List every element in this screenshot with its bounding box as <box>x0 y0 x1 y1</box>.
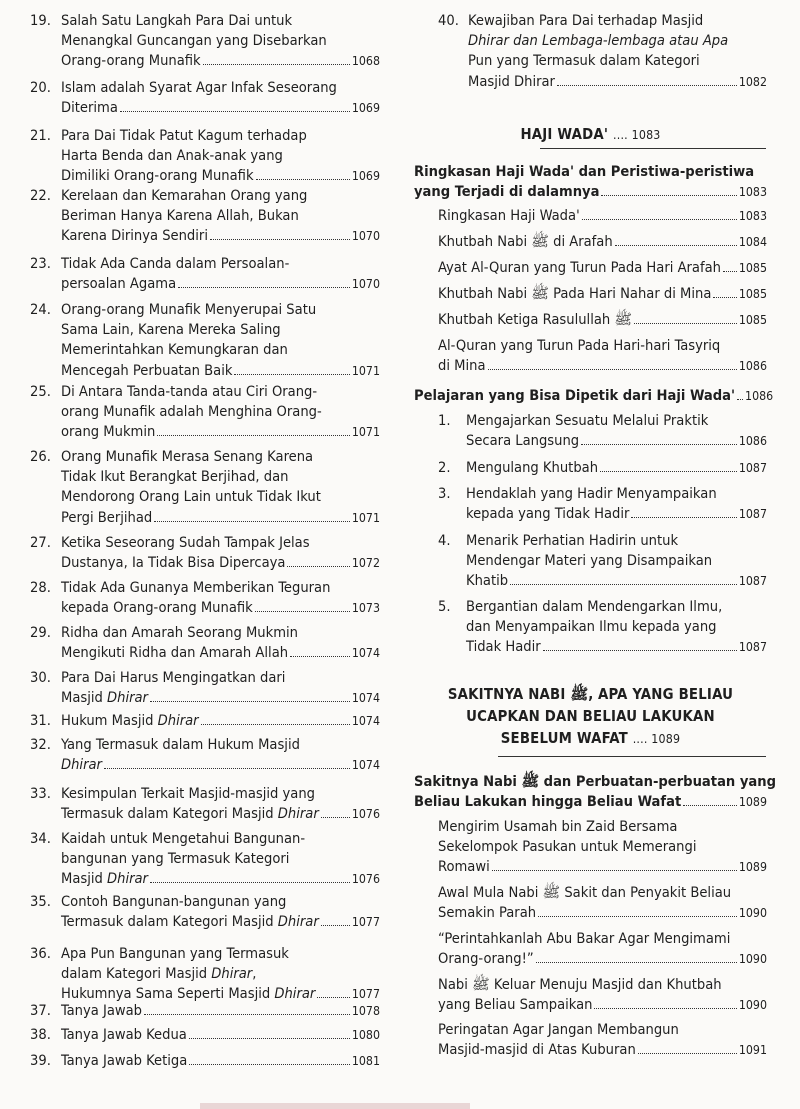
section-last-line <box>414 386 774 406</box>
entry-last-line <box>466 458 767 478</box>
dot-leader <box>189 1064 350 1065</box>
entry-last-line <box>466 504 767 524</box>
entry-line-text: kepada yang Tidak Hadir <box>466 505 630 523</box>
entry-line-text: Masjid Dhirar <box>61 689 148 707</box>
page-number: 1083 <box>738 185 767 200</box>
entry-line-text: Tidak Hadir <box>466 638 541 656</box>
entry-last-line <box>468 72 767 92</box>
section-line-text: yang Terjadi di dalamnya <box>414 183 600 201</box>
page-number: 1069 <box>351 101 380 116</box>
page-number: 1087 <box>738 640 767 655</box>
entry-line-text: Romawi <box>438 858 490 876</box>
entry-number: 31. <box>30 712 51 729</box>
entry-last-line <box>466 431 767 451</box>
entry-line: Peringatan Agar Jangan Membangun <box>438 1021 679 1038</box>
entry-line-text: Dustanya, Ia Tidak Bisa Dipercaya <box>61 554 286 572</box>
entry-last-line <box>438 232 767 252</box>
entry-body <box>61 11 380 72</box>
entry-line: Mengajarkan Sesuatu Melalui Praktik <box>466 412 709 429</box>
italic-text: Dhirar <box>274 985 316 1003</box>
entry-line-text: Masjid-masjid di Atas Kuburan <box>438 1041 636 1059</box>
entry-last-line <box>61 274 380 294</box>
page-number: 1087 <box>738 461 767 475</box>
entry-line: Orang Munafik Merasa Senang Karena <box>61 448 314 465</box>
entry-number: 23. <box>30 255 51 272</box>
entry-line: Harta Benda dan Anak-anak yang <box>61 147 283 165</box>
page-number: 1090 <box>738 952 767 967</box>
entry-number: 5. <box>438 598 451 615</box>
section-last-line <box>414 792 767 812</box>
page-number: 1089 <box>738 795 767 810</box>
entry-body <box>61 1051 380 1071</box>
page-number: 1090 <box>738 906 767 921</box>
entry-line: Hendaklah yang Hadir Menyampaikan <box>466 485 717 502</box>
entry-number: 22. <box>30 187 51 204</box>
page-number: 1089 <box>738 860 767 875</box>
page-number: 1085 <box>738 313 767 327</box>
entry-line-text: kepada Orang-orang Munafik <box>61 599 253 617</box>
entry-body <box>438 258 767 278</box>
page-number: 1071 <box>351 425 380 440</box>
entry-last-line <box>61 755 380 775</box>
entry-last-line <box>61 1001 380 1021</box>
entry-line: Nabi ﷺ Keluar Menuju Masjid dan Khutbah <box>438 976 722 993</box>
entry-line: dan Menyampaikan Ilmu kepada yang <box>466 618 717 636</box>
entry-line-text: Semakin Parah <box>438 904 537 922</box>
entry-last-line <box>61 804 380 824</box>
dot-leader <box>210 239 350 240</box>
entry-number: 27. <box>30 534 51 551</box>
page-number: 1090 <box>738 998 767 1013</box>
entry-line-text: Mengulang Khutbah <box>466 459 599 476</box>
entry-body <box>438 929 767 969</box>
dot-leader <box>120 111 350 112</box>
entry-last-line <box>438 949 767 969</box>
page-number: 1081 <box>351 1054 380 1068</box>
section-line-text: Beliau Lakukan hingga Beliau Wafat <box>414 793 682 811</box>
entry-line: Ridha dan Amarah Seorang Mukmin <box>61 624 298 641</box>
chapter-title: HAJI WADA' <box>520 126 609 143</box>
entry-body <box>61 78 380 118</box>
entry-line: Memerintahkan Kemungkaran dan <box>61 341 288 359</box>
dot-leader <box>538 916 737 917</box>
entry-body <box>468 11 767 92</box>
entry-line: Kewajiban Para Dai terhadap Masjid <box>468 12 704 29</box>
entry-line-text: yang Beliau Sampaikan <box>438 996 593 1014</box>
entry-line: Tidak Ikut Berangkat Berjihad, dan <box>61 468 289 486</box>
entry-body <box>61 784 380 824</box>
dot-leader <box>582 219 737 220</box>
page-bottom-edge <box>200 1103 470 1109</box>
entry-last-line <box>61 1051 380 1071</box>
entry-number: 40. <box>438 12 459 29</box>
page-number: 1086 <box>738 359 767 374</box>
entry-last-line <box>61 598 380 618</box>
page-number: 1084 <box>738 235 767 249</box>
entry-body <box>61 735 380 775</box>
entry-body <box>466 531 767 592</box>
entry-line-text: Pergi Berjihad <box>61 508 153 526</box>
entry-last-line <box>438 356 767 376</box>
entry-line-text: Orang-orang Munafik <box>61 52 201 70</box>
entry-last-line <box>438 310 767 330</box>
entry-line-text: Mengikuti Ridha dan Amarah Allah <box>61 644 289 662</box>
entry-number: 36. <box>30 945 51 962</box>
entry-last-line <box>61 869 380 889</box>
dot-leader <box>683 805 737 806</box>
entry-body <box>61 186 380 247</box>
entry-last-line <box>61 226 380 246</box>
entry-line: Apa Pun Bangunan yang Termasuk <box>61 945 289 962</box>
entry-number: 4. <box>438 532 451 549</box>
chapter-page-number: .... 1083 <box>613 128 661 142</box>
page-number: 1074 <box>351 691 380 706</box>
entry-line-text: Hukum Masjid Dhirar <box>61 712 199 729</box>
entry-last-line <box>61 422 380 442</box>
entry-line-text: Termasuk dalam Kategori Masjid Dhirar <box>61 805 319 823</box>
dot-leader <box>287 566 349 567</box>
italic-text: Dhirar <box>157 712 199 729</box>
chapter-rule <box>498 756 766 757</box>
entry-body <box>466 411 767 451</box>
dot-leader <box>600 471 737 472</box>
dot-leader <box>189 1038 350 1039</box>
dot-leader <box>631 517 736 518</box>
entry-body <box>61 254 380 294</box>
dot-leader <box>321 817 350 818</box>
entry-line: Tidak Ada Gunanya Memberikan Teguran <box>61 579 331 596</box>
entry-body <box>61 944 380 1005</box>
entry-body <box>61 533 380 573</box>
italic-text: Dhirar <box>107 870 148 888</box>
italic-text: Dhirar <box>277 805 319 823</box>
entry-line: Kaidah untuk Mengetahui Bangunan- <box>61 830 306 847</box>
entry-last-line <box>61 98 380 118</box>
chapter-title-line: UCAPKAN DAN BELIAU LAKUKAN <box>466 708 715 725</box>
italic-text: Dhirar <box>277 913 319 931</box>
entry-body <box>466 597 767 658</box>
entry-line-text: Ayat Al-Quran yang Turun Pada Hari Arafah <box>438 259 721 276</box>
entry-number: 32. <box>30 736 51 753</box>
entry-number: 24. <box>30 301 51 318</box>
page-number: 1074 <box>351 646 380 661</box>
entry-line: Tidak Ada Canda dalam Persoalan- <box>61 255 290 272</box>
italic-text: Dhirar <box>211 965 253 983</box>
dot-leader <box>104 768 350 769</box>
entry-line-text: Masjid Dhirar <box>61 870 148 888</box>
dot-leader <box>256 179 350 180</box>
page-number: 1069 <box>351 169 380 184</box>
page-number: 1074 <box>351 714 380 728</box>
entry-line-text: Masjid Dhirar <box>468 72 555 90</box>
dot-leader <box>201 724 350 725</box>
entry-line-text: Khutbah Ketiga Rasulullah ﷺ <box>438 311 633 328</box>
entry-last-line <box>61 643 380 663</box>
entry-body <box>438 883 767 923</box>
entry-body <box>438 206 767 226</box>
entry-last-line <box>61 1025 380 1045</box>
entry-line: Kerelaan dan Kemarahan Orang yang <box>61 187 308 204</box>
entry-line-text: orang Mukmin <box>61 423 156 441</box>
entry-line-text: Khatib <box>466 572 509 590</box>
entry-body <box>61 711 380 731</box>
chapter-title-line: SEBELUM WAFAT .... 1089 <box>500 730 681 747</box>
chapter-heading-haji-wada[interactable] <box>414 124 767 146</box>
entry-last-line <box>61 508 380 528</box>
dot-leader <box>234 374 349 375</box>
entry-number: 29. <box>30 624 51 641</box>
entry-line: Yang Termasuk dalam Hukum Masjid <box>61 736 300 753</box>
dot-leader <box>317 997 350 998</box>
chapter-rule <box>540 148 766 149</box>
dot-leader <box>321 925 350 926</box>
entry-line-text: Mencegah Perbuatan Baik <box>61 361 233 379</box>
page-number: 1087 <box>738 574 767 589</box>
page-number: 1076 <box>351 807 380 822</box>
entry-body <box>61 126 380 187</box>
entry-body <box>438 284 767 304</box>
page-number: 1085 <box>738 287 767 301</box>
entry-body <box>61 892 380 932</box>
entry-line: Bergantian dalam Mendengarkan Ilmu, <box>466 598 723 615</box>
dot-leader <box>157 435 350 436</box>
entry-body <box>438 975 767 1015</box>
entry-body <box>61 447 380 528</box>
entry-body <box>61 668 380 708</box>
dot-leader <box>150 701 350 702</box>
entry-body <box>61 623 380 663</box>
entry-last-line <box>466 571 767 591</box>
entry-last-line <box>61 166 380 186</box>
entry-line: orang Munafik adalah Menghina Orang- <box>61 403 322 421</box>
entry-line-text: Hukumnya Sama Seperti Masjid Dhirar <box>61 985 316 1003</box>
dot-leader <box>594 1008 736 1009</box>
entry-body <box>466 458 767 478</box>
page-number: 1072 <box>351 556 380 571</box>
entry-line-text: Diterima <box>61 99 118 117</box>
entry-line: Al-Quran yang Turun Pada Hari-hari Tasyriq <box>438 337 721 354</box>
section-body <box>414 386 774 406</box>
dot-leader <box>737 399 743 400</box>
entry-number: 38. <box>30 1026 51 1043</box>
entry-line-text: persoalan Agama <box>61 275 177 293</box>
entry-line-text: Tanya Jawab <box>61 1002 142 1019</box>
entry-line: Contoh Bangunan-bangunan yang <box>61 893 287 910</box>
dot-leader <box>203 64 350 65</box>
dot-leader <box>178 287 350 288</box>
entry-number: 39. <box>30 1052 51 1069</box>
page-number: 1091 <box>738 1043 767 1058</box>
section-line-text: Pelajaran yang Bisa Dipetik dari Haji Wada' <box>414 387 736 404</box>
entry-number: 19. <box>30 12 51 29</box>
page-number: 1082 <box>738 74 767 89</box>
entry-body <box>61 382 380 443</box>
dot-leader <box>488 369 737 370</box>
entry-line: Ketika Seseorang Sudah Tampak Jelas <box>61 534 310 551</box>
dot-leader <box>536 962 737 963</box>
entry-number: 30. <box>30 669 51 686</box>
page-number: 1073 <box>351 601 380 616</box>
entry-last-line <box>438 857 767 877</box>
page-number: 1070 <box>351 277 380 292</box>
dot-leader <box>492 870 737 871</box>
entry-body <box>438 817 767 878</box>
entry-number: 1. <box>438 412 451 429</box>
italic-text: Dhirar dan Lembaga-lembaga atau Apa <box>468 32 729 50</box>
page-number: 1086 <box>745 389 774 403</box>
entry-line: Menarik Perhatian Hadirin untuk <box>466 532 679 549</box>
dot-leader <box>543 650 737 651</box>
entry-line: Kesimpulan Terkait Masjid-masjid yang <box>61 785 315 802</box>
page-number: 1078 <box>351 1004 380 1018</box>
entry-line-text: di Mina <box>438 357 486 375</box>
section-line: Sakitnya Nabi ﷺ dan Perbuatan-perbuatan yang <box>414 773 777 790</box>
entry-line: dalam Kategori Masjid Dhirar, <box>61 965 257 983</box>
dot-leader <box>510 584 737 585</box>
entry-line: Mengirim Usamah bin Zaid Bersama <box>438 818 678 835</box>
entry-line: Para Dai Harus Mengingatkan dari <box>61 669 286 686</box>
dot-leader <box>713 297 736 298</box>
page-number: 1074 <box>351 758 380 773</box>
section-body <box>414 772 777 812</box>
page-number: 1076 <box>351 872 380 887</box>
page-number: 1077 <box>351 987 380 1002</box>
entry-number: 3. <box>438 485 451 502</box>
entry-line-text: Secara Langsung <box>466 432 580 450</box>
entry-last-line <box>438 995 767 1015</box>
entry-last-line <box>61 51 380 71</box>
entry-line: Mendengar Materi yang Disampaikan <box>466 552 713 570</box>
entry-line: Awal Mula Nabi ﷺ Sakit dan Penyakit Beliau <box>438 884 732 901</box>
page-number: 1071 <box>351 510 380 525</box>
entry-number: 37. <box>30 1002 51 1019</box>
entry-line: Menangkal Guncangan yang Disebarkan <box>61 32 327 50</box>
entry-body <box>61 578 380 618</box>
dot-leader <box>581 444 737 445</box>
entry-line-text: Ringkasan Haji Wada' <box>438 207 580 224</box>
entry-body <box>438 1020 767 1060</box>
dot-leader <box>723 271 737 272</box>
italic-text: Dhirar <box>61 756 102 774</box>
entry-number: 2. <box>438 459 451 476</box>
entry-line: Di Antara Tanda-tanda atau Ciri Orang- <box>61 383 318 400</box>
entry-body <box>438 232 767 252</box>
page-number: 1085 <box>738 261 767 275</box>
entry-last-line <box>61 711 380 731</box>
dot-leader <box>154 521 350 522</box>
entry-number: 28. <box>30 579 51 596</box>
chapter-page-number: .... 1089 <box>632 732 681 746</box>
entry-body <box>61 300 380 381</box>
entry-body <box>61 1025 380 1045</box>
entry-body <box>438 336 767 376</box>
section-line: Ringkasan Haji Wada' dan Peristiwa-peristiwa <box>414 163 755 180</box>
entry-line: “Perintahkanlah Abu Bakar Agar Mengimami <box>438 930 731 947</box>
entry-line-text: Tanya Jawab Ketiga <box>61 1052 188 1069</box>
entry-number: 20. <box>30 79 51 96</box>
chapter-title-line: SAKITNYA NABI ﷺ, APA YANG BELIAU <box>447 686 734 703</box>
dot-leader <box>255 611 350 612</box>
dot-leader <box>638 1053 737 1054</box>
dot-leader <box>634 323 737 324</box>
entry-number: 35. <box>30 893 51 910</box>
entry-line: Beriman Hanya Karena Allah, Bukan <box>61 207 299 225</box>
entry-line: Sama Lain, Karena Mereka Saling <box>61 321 281 339</box>
entry-line-text: Khutbah Nabi ﷺ Pada Hari Nahar di Mina <box>438 285 712 302</box>
entry-number: 21. <box>30 127 51 144</box>
entry-last-line <box>438 258 767 278</box>
entry-line: Pun yang Termasuk dalam Kategori <box>468 52 700 70</box>
dot-leader <box>557 85 737 86</box>
entry-number: 34. <box>30 830 51 847</box>
dot-leader <box>290 656 350 657</box>
entry-line-text: Dimiliki Orang-orang Munafik <box>61 167 254 185</box>
dot-leader <box>144 1014 350 1015</box>
page-number: 1068 <box>351 54 380 69</box>
italic-text: Dhirar <box>107 689 148 707</box>
section-last-line <box>414 182 767 202</box>
section-body <box>414 162 767 202</box>
entry-last-line <box>61 361 380 381</box>
page-number: 1087 <box>738 507 767 522</box>
entry-last-line <box>61 912 380 932</box>
entry-last-line <box>61 553 380 573</box>
dot-leader <box>601 195 736 196</box>
page-number: 1070 <box>351 229 380 244</box>
entry-line-text: Karena Dirinya Sendiri <box>61 227 208 245</box>
entry-body <box>466 484 767 524</box>
dot-leader <box>150 882 350 883</box>
entry-last-line <box>438 903 767 923</box>
entry-last-line <box>438 284 767 304</box>
entry-line-text: Tanya Jawab Kedua <box>61 1026 187 1043</box>
entry-line: Salah Satu Langkah Para Dai untuk <box>61 12 293 29</box>
entry-line: Mendorong Orang Lain untuk Tidak Ikut <box>61 488 321 506</box>
entry-line <box>468 31 767 51</box>
entry-line-text: Khutbah Nabi ﷺ di Arafah <box>438 233 613 250</box>
entry-line: bangunan yang Termasuk Kategori <box>61 850 290 868</box>
page-number: 1083 <box>738 209 767 223</box>
page-number: 1080 <box>351 1028 380 1042</box>
entry-line-text: Termasuk dalam Kategori Masjid Dhirar <box>61 913 319 931</box>
entry-last-line <box>438 1040 767 1060</box>
page-number: 1071 <box>351 363 380 378</box>
chapter-heading-sakitnya-nabi[interactable] <box>414 684 767 750</box>
entry-body <box>438 310 767 330</box>
entry-line: Sekelompok Pasukan untuk Memerangi <box>438 838 697 856</box>
entry-body <box>61 829 380 890</box>
entry-number: 25. <box>30 383 51 400</box>
entry-last-line <box>466 637 767 657</box>
entry-line: Orang-orang Munafik Menyerupai Satu <box>61 301 317 318</box>
entry-last-line <box>438 206 767 226</box>
entry-line: Islam adalah Syarat Agar Infak Seseorang <box>61 79 337 96</box>
page-number: 1077 <box>351 915 380 930</box>
entry-number: 26. <box>30 448 51 465</box>
page-number: 1086 <box>738 434 767 449</box>
entry-line-text <box>61 755 102 775</box>
dot-leader <box>615 245 737 246</box>
entry-number: 33. <box>30 785 51 802</box>
entry-body <box>61 1001 380 1021</box>
entry-line-text: Orang-orang!” <box>438 950 534 968</box>
entry-line: Para Dai Tidak Patut Kagum terhadap <box>61 127 307 144</box>
entry-last-line <box>61 688 380 708</box>
